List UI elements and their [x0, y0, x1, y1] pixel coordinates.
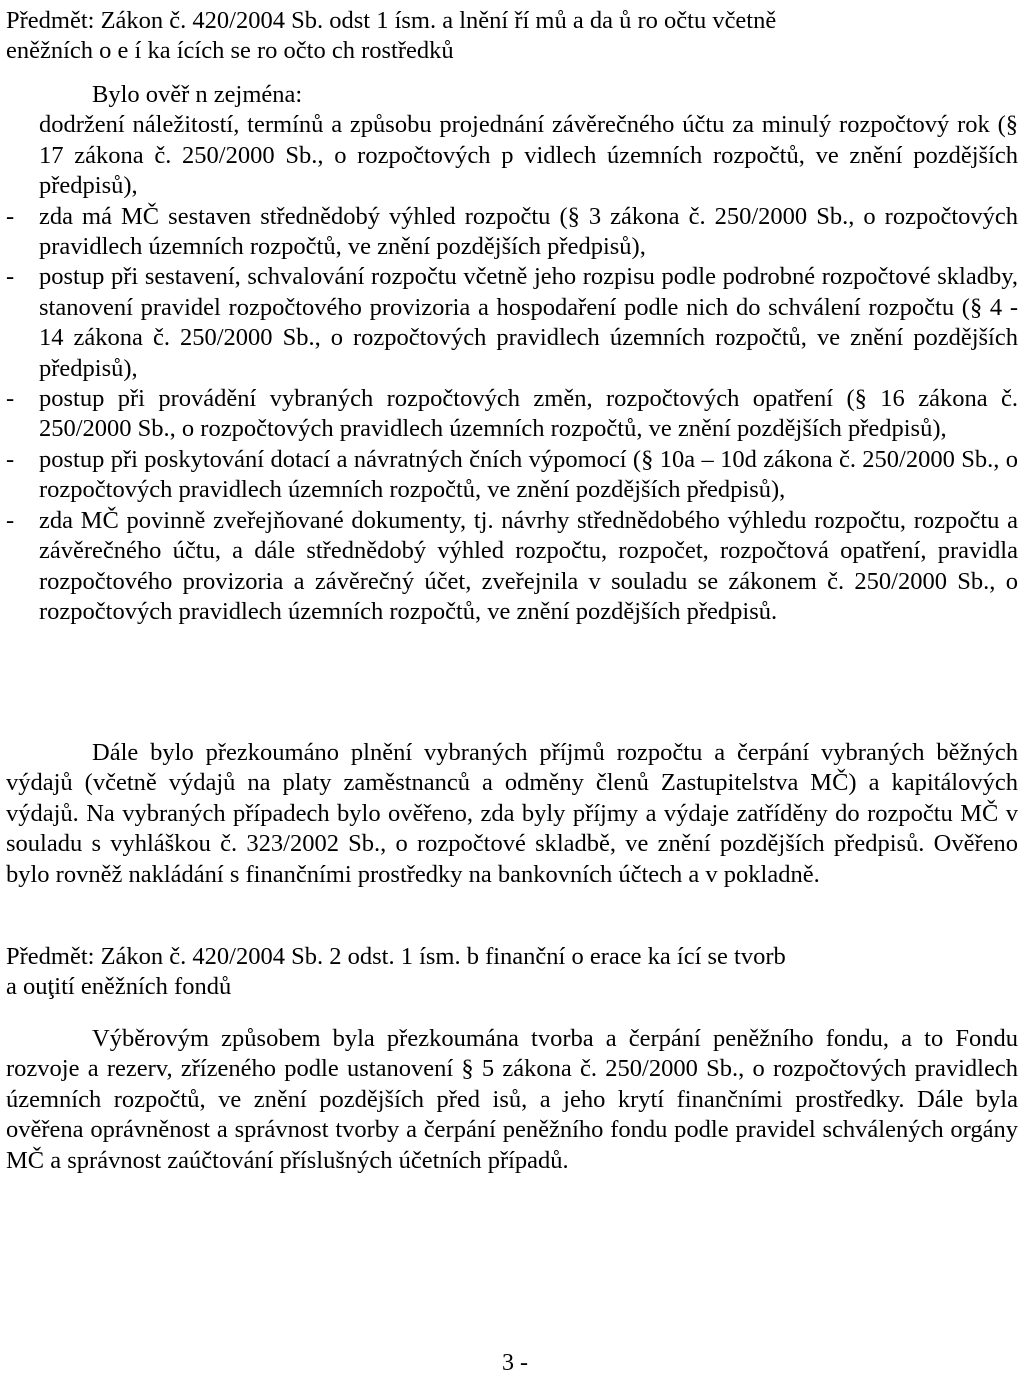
verified-first-item	[6, 110, 1018, 201]
list-item	[6, 202, 1018, 263]
list-item-text: postup při provádění vybraných rozpočtových změn, rozpočtových opatření (§ 16 zákona č. 250/2000 Sb., o rozpočtových pravidlech územních rozpočtů, ve znění pozdějších předpisů),	[39, 385, 1018, 443]
page-number: 3 -	[502, 1350, 528, 1376]
list-dash: -	[6, 385, 15, 413]
list-item	[6, 262, 1018, 384]
review-paragraph-block	[6, 738, 1018, 890]
list-dash: -	[6, 202, 15, 230]
list-dash: -	[6, 506, 15, 534]
subject-line-1: Předmět: Zákon č. 420/2004 Sb. odst 1 ísm. a lnění ří mů a da ů ro očtu včetně	[6, 7, 777, 34]
fund-paragraph: Výběrovým způsobem byla přezkoumána tvorba a čerpání peněžního fondu, a to Fondu rozvoje a rezerv, zřízeného podle ustanovení § 5 zákona č. 250/2000 Sb., o rozpočtových pravidlech územních rozpočtů, ve znění pozdějších před isů, a jeho krytí finančními prostředky. Dále byla ověřena oprávněnost a správnost tvorby a čerpání peněžního fondu podle pravidel schválených orgány MČ a správnost zaúčtování příslušných účetních případů.	[6, 1025, 1018, 1174]
list-item	[6, 506, 1018, 628]
list-item-text: zda MČ povinně zveřejňované dokumenty, tj. návrhy střednědobého výhledu rozpočtu, rozpočtu a závěrečného účtu, a dále střednědobý výhled rozpočtu, rozpočet, rozpočtová opatření, pravidla rozpočtového provizoria a závěrečný účet, zveřejnila v souladu se zákonem č. 250/2000 Sb., o rozpočtových pravidlech územních rozpočtů, ve znění pozdějších předpisů.	[39, 506, 1018, 625]
list-item	[6, 445, 1018, 506]
list-item-text: zda má MČ sestaven střednědobý výhled rozpočtu (§ 3 zákona č. 250/2000 Sb., o rozpočtových pravidlech územních rozpočtů, ve znění pozdějších předpisů),	[39, 202, 1018, 261]
verified-intro: Bylo ověř n zejména:	[92, 81, 303, 108]
subject-line-1: Předmět: Zákon č. 420/2004 Sb. 2 odst. 1 ísm. b finanční o erace ka ící se tvorb	[6, 943, 786, 970]
subject-heading-2	[6, 942, 1018, 1003]
list-item	[6, 384, 1018, 445]
subject-line-2: eněžních o e í ka ících se ro očto ch rostředků	[6, 37, 454, 65]
subject-line-2: a ouţití eněžních fondů	[6, 973, 232, 1001]
fund-paragraph-block	[6, 1024, 1018, 1176]
list-dash: -	[6, 263, 15, 291]
list-item-text: postup při sestavení, schvalování rozpočtu včetně jeho rozpisu podle podrobné rozpočtové skladby, stanovení pravidel rozpočtového provizoria a hospodaření podle nich do schválení rozpočtu (§ 4 - 14 zákona č. 250/2000 Sb., o rozpočtových pravidlech územních rozpočtů, ve znění pozdějších předpisů),	[39, 263, 1018, 382]
list-dash: -	[6, 445, 15, 473]
list-item-text: dodržení náležitostí, termínů a způsobu projednání závěrečného účtu za minulý rozpočtový rok (§ 17 zákona č. 250/2000 Sb., o rozpočtových p vidlech územních rozpočtů, ve znění pozdějších předpisů),	[39, 111, 1018, 200]
subject-heading-1	[6, 6, 1018, 67]
list-item-text: postup při poskytování dotací a návratných čních výpomocí (§ 10a – 10d zákona č. 250/2000 Sb., o rozpočtových pravidlech územních rozpočtů, ve znění pozdějších předpisů),	[39, 445, 1018, 504]
verified-section	[6, 80, 1018, 627]
review-paragraph: Dále bylo přezkoumáno plnění vybraných příjmů rozpočtu a čerpání vybraných běžných výdajů (včetně výdajů na platy zaměstnanců a odměny členů Zastupitelstva MČ) a kapitálových výdajů. Na vybraných případech bylo ověřeno, zda byly příjmy a výdaje zatříděny do rozpočtu MČ v souladu s vyhláškou č. 323/2002 Sb., o rozpočtové skladbě, ve znění pozdějších předpisů. Ověřeno bylo rovněž nakládání s finančními prostředky na bankovních účtech a v pokladně.	[6, 739, 1018, 888]
